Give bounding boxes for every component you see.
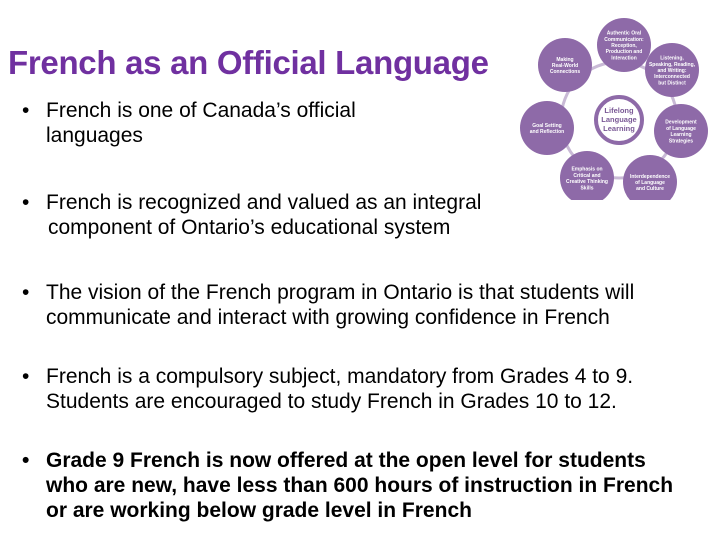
bullet-marker: • — [22, 449, 30, 472]
bullet-text-line: The vision of the French program in Ontario is that students will — [46, 281, 635, 304]
diagram-node-label: and Writing: — [657, 68, 687, 74]
bullet-marker: • — [22, 281, 30, 304]
diagram-node-label: Strategies — [668, 138, 694, 145]
diagram-node-label: of Language — [666, 125, 696, 132]
diagram-node-label: Reception, — [611, 43, 637, 49]
diagram-center-label: Language — [601, 115, 637, 124]
diagram-node-label: Emphasis on — [571, 166, 603, 173]
diagram-node-label: Interaction — [611, 55, 637, 62]
bullet-marker: • — [22, 191, 30, 214]
bullet-text-line: French is a compulsory subject, mandatory from Grades 4 to 9. — [46, 365, 634, 388]
diagram-node-label: Real-World — [551, 63, 579, 69]
diagram-node-label: Authentic Oral — [606, 30, 642, 37]
diagram-center-label: Learning — [603, 124, 635, 133]
diagram-node-label: Speaking, Reading, — [648, 61, 696, 68]
diagram-node-label: Critical and — [573, 172, 601, 179]
bullet-text-line: or are working below grade level in French — [46, 499, 472, 522]
diagram-node-label: and Culture — [636, 186, 664, 193]
diagram-node-label: Interconnected — [654, 74, 690, 81]
bullet-item — [22, 364, 633, 414]
bullet-text-line: French is recognized and valued as an integral — [46, 191, 482, 214]
diagram-node-label: Development — [665, 119, 697, 126]
diagram-node-label: Making — [556, 56, 574, 63]
bullet-item — [22, 190, 481, 240]
bullet-text-line: French is one of Canada’s official — [46, 99, 356, 122]
bullet-text-line: Grade 9 French is now offered at the open level for students — [46, 449, 646, 472]
lifelong-learning-diagram — [518, 10, 718, 200]
bullet-text-line: communicate and interact with growing confidence in French — [46, 306, 610, 329]
bullet-text-line: component of Ontario’s educational system — [48, 216, 451, 239]
bullet-item — [22, 98, 356, 148]
diagram-node-label: Connections — [549, 69, 581, 76]
diagram-node-label: Production and — [605, 49, 643, 56]
diagram-node-label: and Reflection — [529, 129, 565, 136]
diagram-center-label: Lifelong — [604, 106, 634, 115]
bullet-item — [22, 280, 634, 330]
bullet-text-line: Students are encouraged to study French in Grades 10 to 12. — [46, 390, 617, 413]
diagram-node-label: Learning — [670, 132, 692, 139]
slide-title: French as an Official Language — [8, 44, 489, 81]
diagram-node-label: Goal Setting — [532, 122, 562, 129]
bullet-text-line: languages — [46, 124, 143, 147]
diagram-node-label: Interdependence — [629, 173, 671, 180]
diagram-node-label: Skills — [580, 185, 594, 192]
bullet-text-line: who are new, have less than 600 hours of instruction in French — [46, 474, 674, 497]
diagram-node-label: Listening, — [660, 55, 684, 62]
diagram-node-label: but Distinct — [658, 80, 686, 87]
diagram-node-label: Communication: — [604, 36, 644, 43]
bullet-marker: • — [22, 99, 30, 122]
diagram-node-label: of Language — [635, 180, 665, 186]
bullet-marker: • — [22, 365, 30, 388]
bullet-item — [22, 448, 673, 523]
diagram-node-label: Creative Thinking — [566, 179, 608, 186]
